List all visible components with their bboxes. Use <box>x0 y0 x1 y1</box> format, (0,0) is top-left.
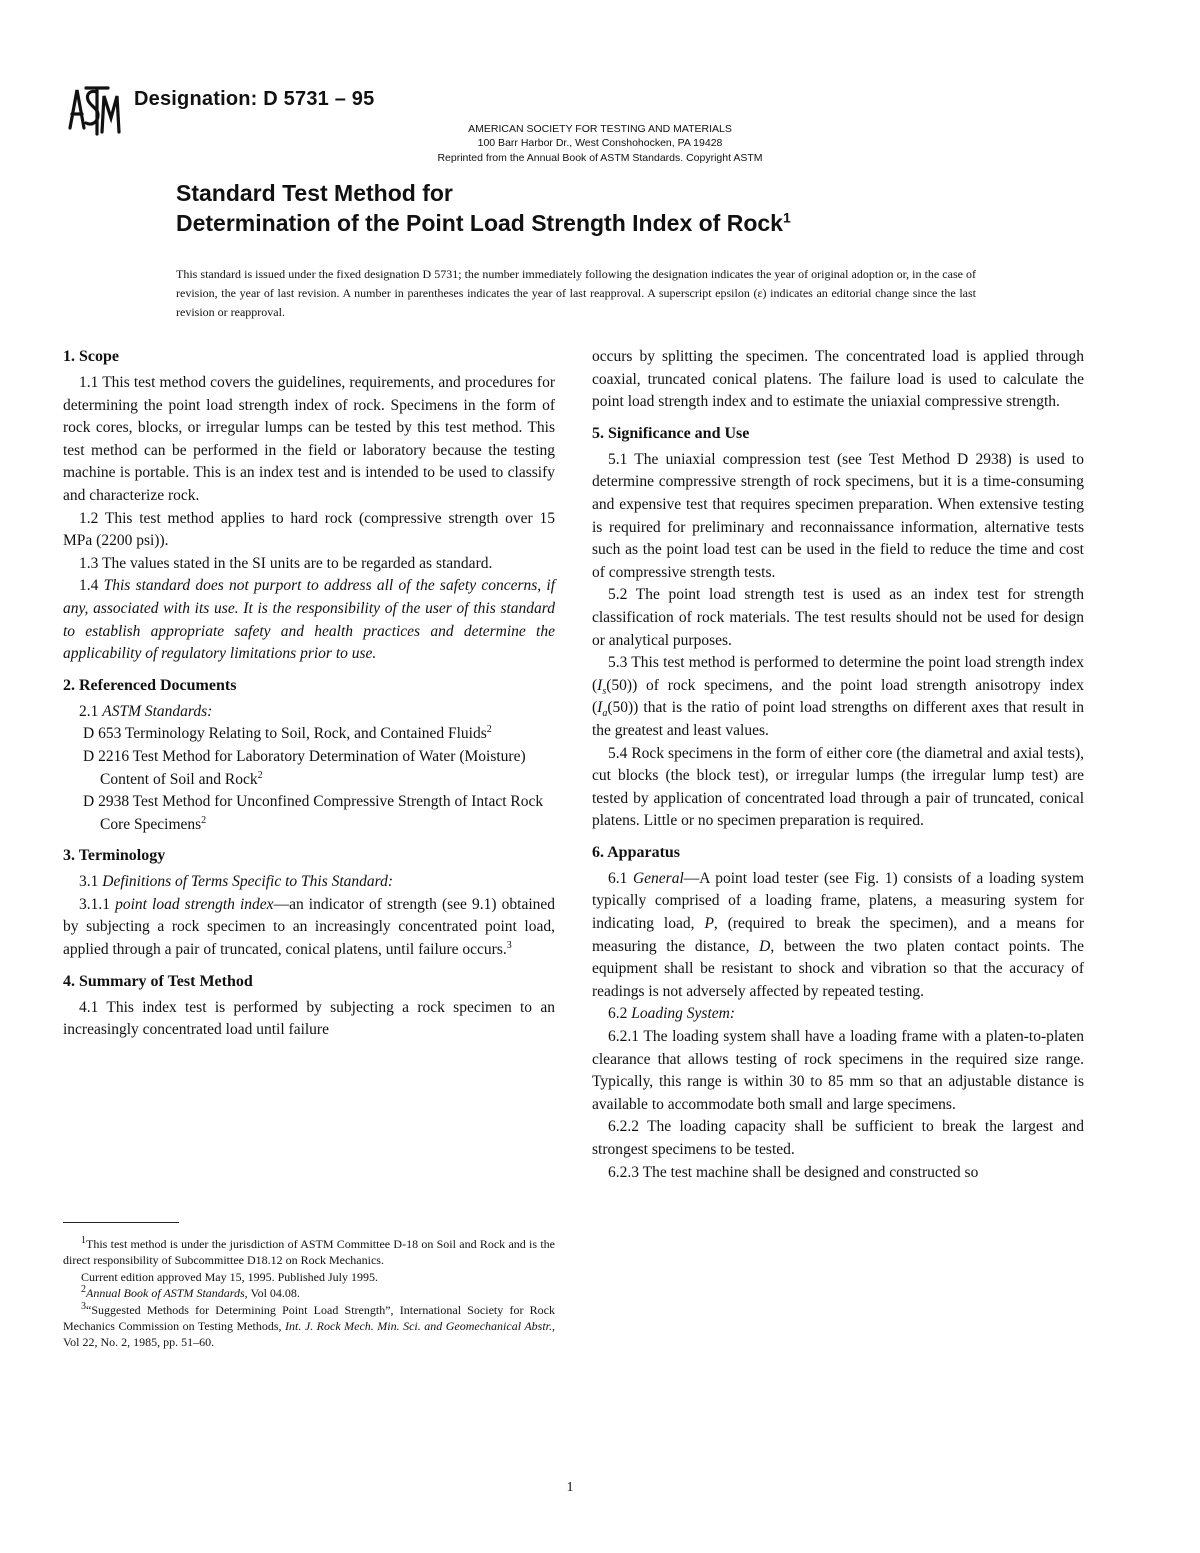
footnote-mark: 2 <box>201 814 207 826</box>
definition-text: —an indicator of strength (see 9.1) obtained by subjecting a rock specimen to an increasingly concentrated point load, applied through a pair of truncated, conical platens, until failure occurs. <box>63 895 556 959</box>
paragraph: occurs by splitting the specimen. The concentrated load is applied through coaxial, truncated conical platens. The failure load is used to calculate the point load strength index and to estimate the uniaxial compressive strength. <box>592 348 1084 411</box>
footnote-mark: 3 <box>506 939 512 951</box>
paragraph-number: 3.1.1 <box>79 895 116 913</box>
paragraph <box>63 701 555 724</box>
society-name: AMERICAN SOCIETY FOR TESTING AND MATERIALS <box>468 123 732 135</box>
paragraph: 5.1 The uniaxial compression test (see Test Method D 2938) is used to determine compressive strength of rock specimens, but it is a time-consuming and expensive test that requires specimen preparation. When extensive testing is required for preliminary and reconnaissance information, alternative tests such as the point load test can be used in the field to reduce the time and cost of compressive strength tests. <box>592 450 1084 581</box>
paragraph: 5.2 The point load strength test is used as an index test for strength classification of rock materials. The test results should not be used for design or analytical purposes. <box>592 586 1084 649</box>
subheading: ASTM Standards: <box>102 702 213 720</box>
text-run: —A point load tester (see Fig. 1) consists of a loading system typically comprised of a loading frame, platens, a measuring system for indicating load, <box>592 869 1084 933</box>
footnote-text: , Vol 22, No. 2, 1985, pp. 51–60. <box>63 1319 555 1350</box>
reference-text: D 2938 Test Method for Unconfined Compressive Strength of Intact Rock Core Specimens <box>83 793 544 833</box>
title-line-1: Standard Test Method for <box>176 180 453 206</box>
paragraph: 6.2.2 The loading capacity shall be sufficient to break the largest and strongest specimens to be tested. <box>592 1118 1084 1158</box>
title-line-2 <box>176 210 791 237</box>
text-run: (50)) of rock specimens, and the point load strength anisotropy index ( <box>592 676 1084 717</box>
footnote-mark: 3 <box>81 1300 86 1312</box>
symbol: D <box>759 937 771 955</box>
section-heading: 5. Significance and Use <box>592 424 750 442</box>
footnote-mark: 2 <box>257 769 263 781</box>
society-address: 100 Barr Harbor Dr., West Conshohocken, PA 19428 <box>477 137 723 149</box>
paragraph <box>63 871 555 894</box>
footnotes <box>63 1236 555 1351</box>
paragraph <box>592 652 1084 742</box>
paragraph <box>592 868 1084 1004</box>
footnote-mark: 2 <box>81 1284 86 1296</box>
reference-item <box>83 746 555 791</box>
paragraph: 4.1 This index test is performed by subjecting a rock specimen to an increasingly concentrated load until failure <box>63 998 555 1039</box>
text-run: , (required to break the specimen), and a means for measuring the distance, <box>592 915 1084 955</box>
reference-item <box>83 723 555 746</box>
footnote <box>63 1236 555 1269</box>
section-heading: 4. Summary of Test Method <box>63 972 253 990</box>
footnote <box>63 1302 555 1351</box>
section-heading: 3. Terminology <box>63 847 166 865</box>
section-heading: 1. Scope <box>63 348 119 365</box>
reference-item <box>83 791 555 836</box>
defined-term: point load strength index <box>115 895 274 913</box>
symbol: I <box>597 676 603 694</box>
symbol-subscript: s <box>602 685 607 697</box>
paragraph-number: 1.4 <box>79 577 104 595</box>
symbol: P <box>704 915 714 933</box>
symbol-subscript: a <box>602 708 608 720</box>
paragraph-number: 3.1 <box>79 873 103 891</box>
footnote-title: Annual Book of ASTM Standards <box>86 1286 245 1301</box>
page-number: 1 <box>566 1480 574 1495</box>
title-text: Determination of the Point Load Strength Index of Rock <box>176 210 783 236</box>
paragraph <box>592 1003 1084 1026</box>
footnote: Current edition approved May 15, 1995. Published July 1995. <box>81 1269 378 1284</box>
paragraph-number: 6.2 <box>608 1005 632 1023</box>
footnote-text: , Vol 04.08. <box>244 1286 300 1301</box>
footnote <box>63 1285 555 1301</box>
paragraph <box>63 575 555 665</box>
reprint-notice: Reprinted from the Annual Book of ASTM Standards. Copyright ASTM <box>437 152 763 164</box>
subheading: Definitions of Terms Specific to This Standard: <box>102 873 394 891</box>
subheading: Loading System: <box>631 1005 736 1023</box>
title-footnote-mark: 1 <box>782 209 791 226</box>
text-run: (50)) that is the ratio of point load strengths on different axes that result in the greatest and least values. <box>592 699 1084 739</box>
footnote-text: This test method is under the jurisdiction of ASTM Committee D-18 on Soil and Rock and is the direct responsibility of Subcommittee D18.12 on Rock Mechanics. <box>63 1237 555 1268</box>
paragraph: 1.3 The values stated in the SI units are to be regarded as standard. <box>79 554 493 572</box>
section-heading: 6. Apparatus <box>592 843 681 861</box>
footnote-text: “Suggested Methods for Determining Point Load Strength”, International Society for Rock Mechanics Commission on Testing Methods, <box>63 1302 555 1334</box>
symbol: I <box>597 699 603 717</box>
astm-logo-icon <box>64 82 122 138</box>
safety-statement: This standard does not purport to address all of the safety concerns, if any, associated with its use. It is the responsibility of the user of this standard to establish appropriate safety and health practices and determine the applicability of regulatory limitations prior to use. <box>63 577 556 663</box>
paragraph <box>63 894 555 962</box>
paragraph: 6.2.3 The test machine shall be designed and constructed so <box>608 1163 979 1181</box>
paragraph-number: 6.1 <box>608 869 633 887</box>
left-column <box>63 346 555 1042</box>
footnote-mark: 1 <box>81 1235 86 1246</box>
right-column <box>592 346 1084 1184</box>
standard-notice: This standard is issued under the fixed designation D 5731; the number immediately following the designation indicates the year of original adoption or, in the case of revision, the year of last revision. A number in parentheses indicates the year of last reapproval. A superscript epsilon (ε) indicates an editorial change since the last revision or reapproval. <box>176 267 976 319</box>
paragraph-number: 2.1 <box>79 702 103 720</box>
paragraph: 6.2.1 The loading system shall have a loading frame with a platen-to-platen clearance that allows testing of rock specimens in the required size range. Typically, this range is within 30 to 85 mm so that an adjustable distance is available to accommodate both small and large specimens. <box>592 1028 1084 1113</box>
paragraph: 1.2 This test method applies to hard rock (compressive strength over 15 MPa (2200 psi)). <box>63 509 555 550</box>
footnote-divider <box>63 1222 179 1223</box>
reference-text: D 2216 Test Method for Laboratory Determination of Water (Moisture) Content of Soil and Rock <box>83 747 526 788</box>
paragraph: 5.4 Rock specimens in the form of either core (the diametral and axial tests), cut blocks (the block test), or irregular lumps (the irregular lump test) are tested by application of concentrated load through a pair of truncated, conical platens. Little or no specimen preparation is required. <box>592 744 1084 830</box>
designation: Designation: D 5731 – 95 <box>134 88 375 110</box>
footnote-mark: 2 <box>486 724 492 736</box>
section-heading: 2. Referenced Documents <box>63 676 237 694</box>
reference-text: D 653 Terminology Relating to Soil, Rock, and Contained Fluids <box>83 725 487 743</box>
footnote-journal: Int. J. Rock Mech. Min. Sci. and Geomechanical Abstr. <box>285 1319 552 1334</box>
text-run: , between the two platen contact points. The equipment shall be resistant to shock and vibration so that the accuracy of readings is not adversely affected by repeated testing. <box>592 937 1084 1000</box>
paragraph: 1.1 This test method covers the guidelines, requirements, and procedures for determining the point load strength index of rock. Specimens in the form of rock cores, blocks, or irregular lumps can be tested by this test method. This test method can be performed in the field or laboratory because the testing machine is portable. This is an index test and is intended to be used to classify and characterize rock. <box>63 374 555 504</box>
text-run: 5.3 This test method is performed to determine the point load strength index ( <box>592 654 1084 694</box>
subheading: General <box>632 869 684 887</box>
